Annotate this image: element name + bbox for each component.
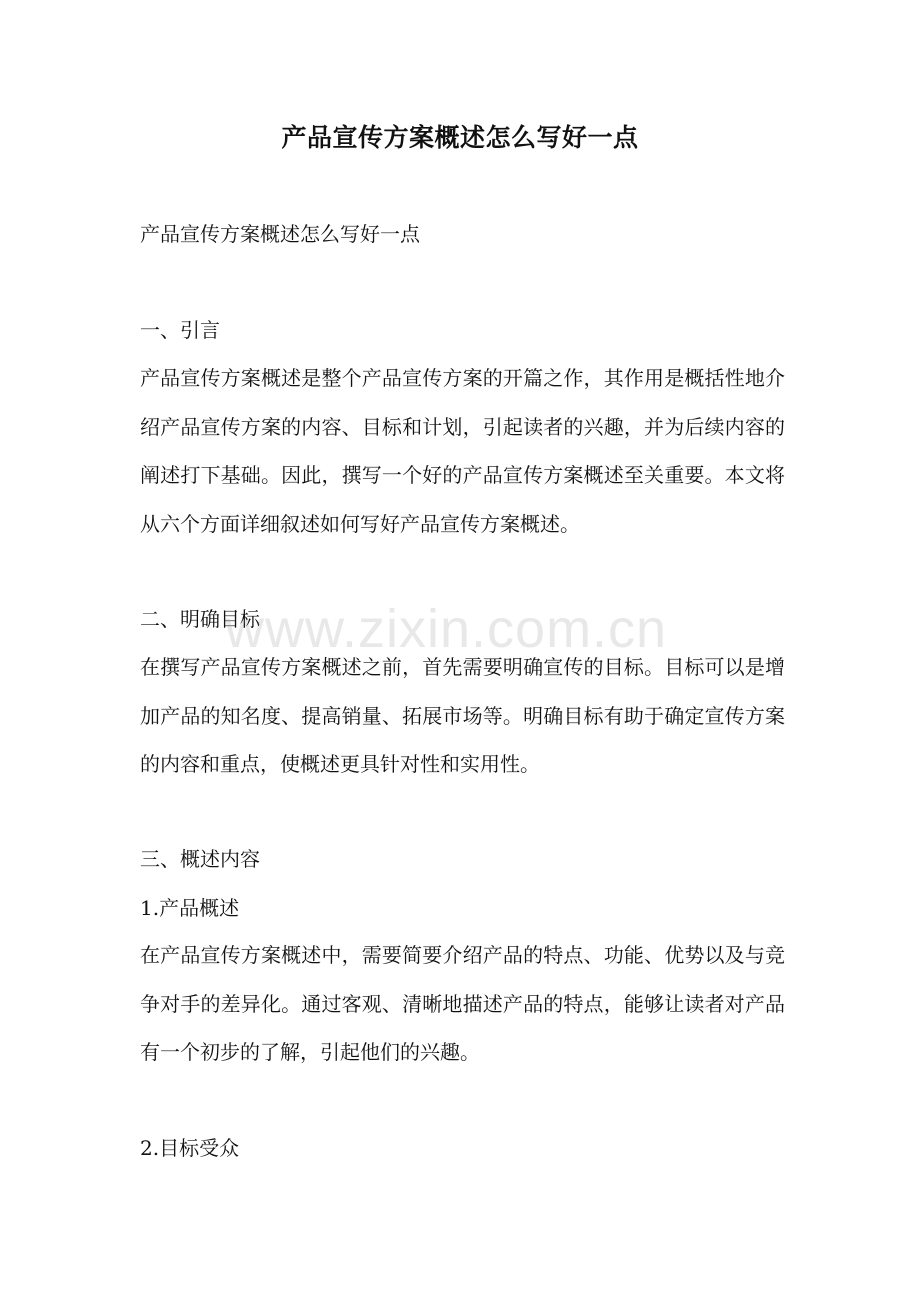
document-title: 产品宣传方案概述怎么写好一点 <box>281 123 639 152</box>
watermark: www.zixin.com.cn <box>225 599 668 659</box>
subsection-heading-target-audience: 2.目标受众 <box>140 1136 240 1160</box>
section-body-goal: 在撰写产品宣传方案概述之前，首先需要明确宣传的目标。目标可以是增加产品的知名度、提高销量、拓展市场等。明确目标有助于确定宣传方案的内容和重点，使概述更具针对性和实用性。 <box>140 655 785 776</box>
section-heading-content: 三、概述内容 <box>140 847 260 871</box>
document-subtitle: 产品宣传方案概述怎么写好一点 <box>140 222 420 246</box>
section-body-intro: 产品宣传方案概述是整个产品宣传方案的开篇之作，其作用是概括性地介绍产品宣传方案的内容、目标和计划，引起读者的兴趣，并为后续内容的阐述打下基础。因此，撰写一个好的产品宣传方案概述至关重要。本文将从六个方面详细叙述如何写好产品宣传方案概述。 <box>140 366 785 536</box>
section-heading-goal: 二、明确目标 <box>140 607 260 631</box>
subsection-body-product-overview: 在产品宣传方案概述中，需要简要介绍产品的特点、功能、优势以及与竞争对手的差异化。通过客观、清晰地描述产品的特点，能够让读者对产品有一个初步的了解，引起他们的兴趣。 <box>140 943 785 1064</box>
section-heading-intro: 一、引言 <box>140 318 220 342</box>
subsection-heading-product-overview: 1.产品概述 <box>140 896 240 920</box>
